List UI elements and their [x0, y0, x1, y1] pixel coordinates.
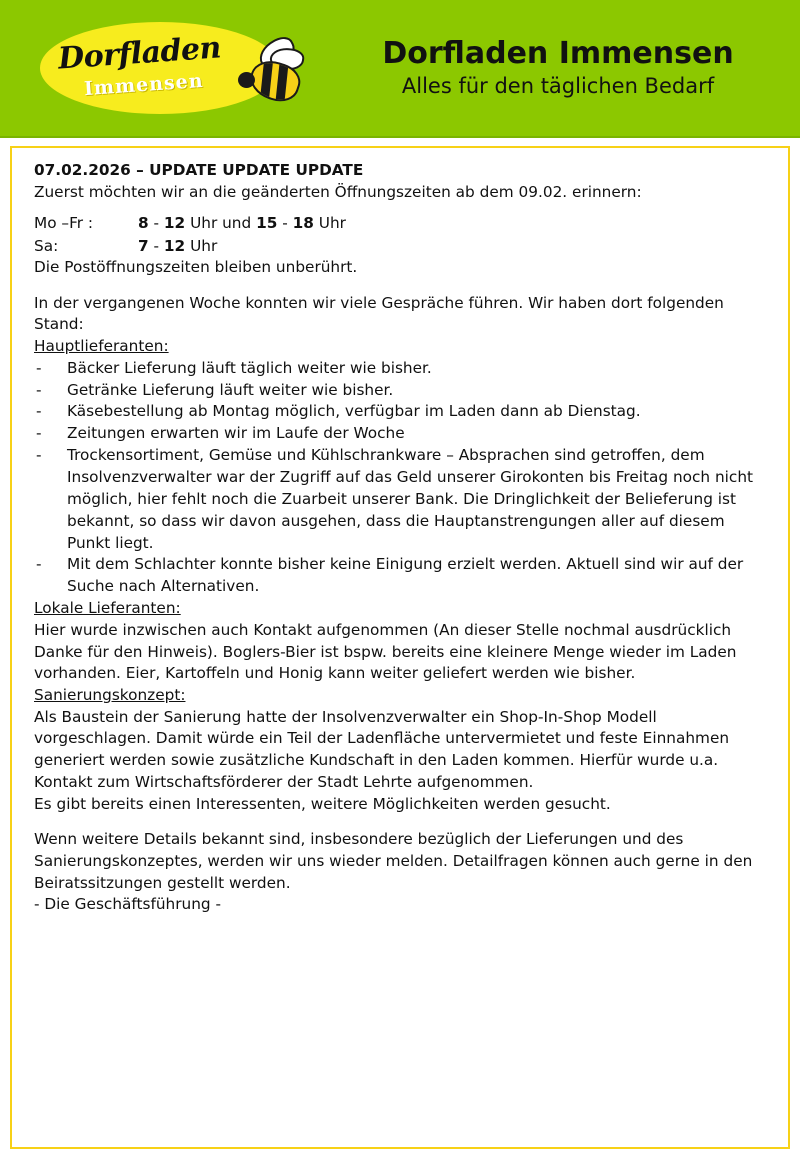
suppliers-list	[34, 358, 770, 598]
list-item: - Zeitungen erwarten wir im Laufe der Woche	[36, 424, 405, 443]
bee-icon	[236, 42, 310, 104]
restructuring-paragraph: Als Baustein der Sanierung hatte der Insolvenzverwalter ein Shop-In-Shop Modell vorgeschlagen. Damit würde ein Teil der Ladenfläche untervermietet und feste Einnahmen generiert werden sowie zusätzliche Kundschaft in den Laden kommen. Hierfür wurde u.a. Kontakt zum Wirtschaftsförderer der Stadt Lehrte aufgenommen.	[34, 707, 730, 791]
suppliers-heading: Hauptlieferanten:	[34, 336, 169, 355]
opening-hours	[34, 212, 770, 256]
logo-sub-text: Immensen	[83, 69, 205, 101]
restructuring-heading: Sanierungskonzept:	[34, 685, 186, 704]
hours-row	[34, 212, 770, 234]
hours-row	[34, 235, 770, 257]
signature: - Die Geschäftsführung -	[34, 895, 222, 914]
content-panel	[10, 146, 790, 1149]
list-item: - Trockensortiment, Gemüse und Kühlschrankware – Absprachen sind getroffen, dem Insolvenzverwalter war der Zugriff auf das Geld unserer Girokonten bis Freitag noch nicht möglich, hier fehlt noch die Zuarbeit unserer Bank. Die Dringlichkeit der Belieferung ist bekannt, so dass wir davon ausgehen, dass die Hauptanstrengungen aller auf diesem Punkt liegt.	[36, 446, 754, 552]
page-header	[0, 0, 800, 138]
logo-main-text: Dorfladen	[56, 30, 222, 77]
local-suppliers-paragraph: Hier wurde inzwischen auch Kontakt aufgenommen (An dieser Stelle nochmal ausdrücklich Danke für den Hinweis). Boglers-Bier ist bspw. bereits eine kleinere Menge wieder im Laden vorhanden. Eier, Kartoffeln und Honig kann weiter geliefert werden wie bisher.	[34, 620, 737, 683]
page-subtitle: Alles für den täglichen Bedarf	[401, 73, 715, 98]
date-line: 07.02.2026 – UPDATE UPDATE UPDATE	[34, 161, 364, 179]
hours-value: 8 - 12 Uhr und 15 - 18 Uhr	[138, 214, 346, 233]
list-item: - Mit dem Schlachter konnte bisher keine Einigung erzielt werden. Aktuell sind wir auf der Suche nach Alternativen.	[36, 555, 744, 596]
closing-paragraph: Wenn weitere Details bekannt sind, insbesondere bezüglich der Lieferungen und des Sanierungskonzeptes, werden wir uns wieder melden. Detailfragen können auch gerne in den Beiratssitzungen gestellt werden.	[34, 830, 753, 892]
list-item: - Käsebestellung ab Montag möglich, verfügbar im Laden dann ab Dienstag.	[36, 402, 641, 421]
list-item: - Bäcker Lieferung läuft täglich weiter wie bisher.	[36, 358, 432, 377]
local-suppliers-heading: Lokale Lieferanten:	[34, 599, 181, 618]
logo	[0, 0, 340, 136]
header-titles	[340, 37, 800, 99]
bee-head-icon	[238, 72, 255, 88]
hours-value: 7 - 12 Uhr	[138, 236, 218, 255]
list-item: - Getränke Lieferung läuft weiter wie bisher.	[36, 380, 394, 399]
intro-paragraph: Zuerst möchten wir an die geänderten Öffnungszeiten ab dem 09.02. erinnern:	[34, 182, 642, 201]
post-hours-note: Die Postöffnungszeiten bleiben unberührt.	[34, 257, 358, 276]
page-title: Dorfladen Immensen	[382, 35, 734, 71]
week-intro-paragraph: In der vergangenen Woche konnten wir viele Gespräche führen. Wir haben dort folgenden Stand:	[34, 293, 724, 334]
hours-label: Mo –Fr :	[34, 214, 94, 233]
restructuring-paragraph-2: Es gibt bereits einen Interessenten, weitere Möglichkeiten werden gesucht.	[34, 794, 611, 813]
hours-label: Sa:	[34, 236, 59, 255]
